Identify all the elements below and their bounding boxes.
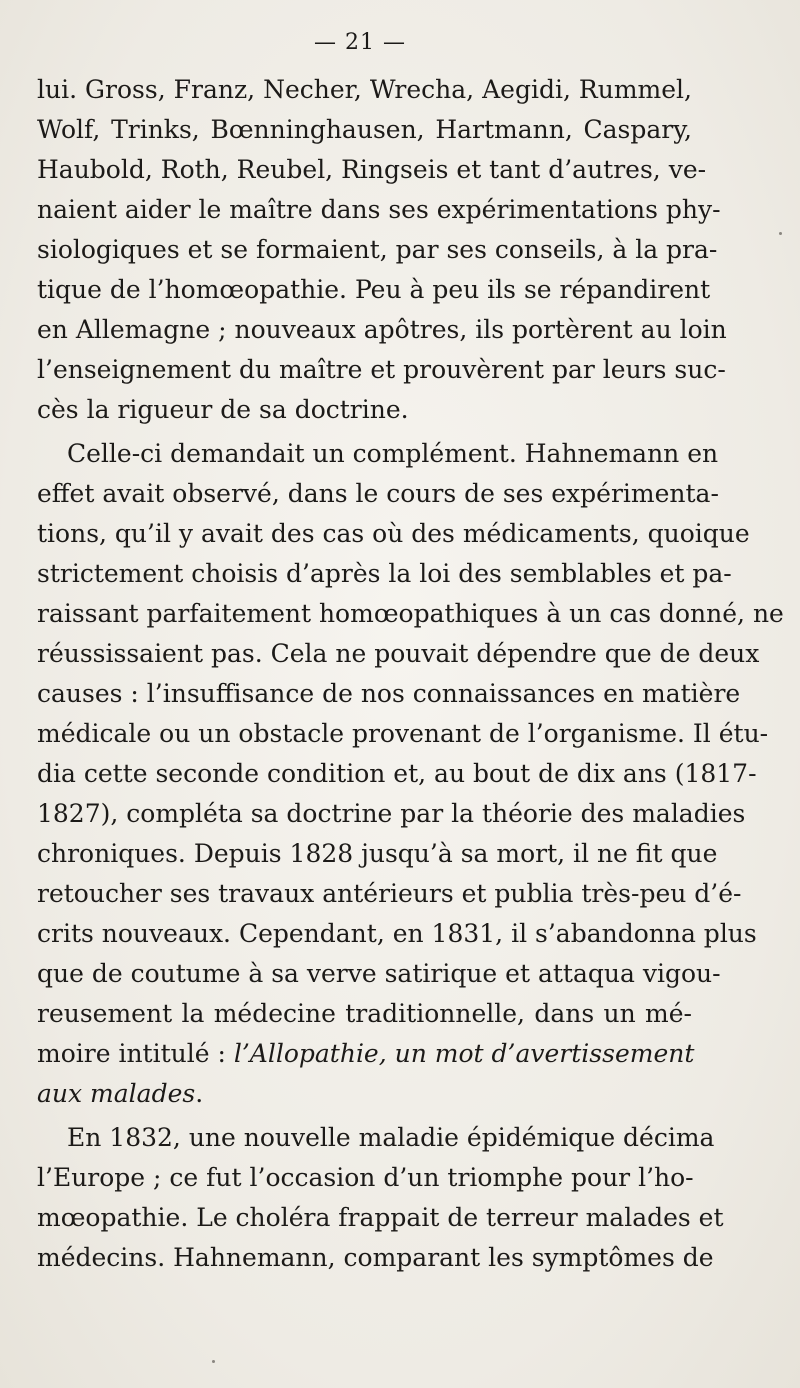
text-line: strictement choisis d’après la loi des semblables et pa-	[37, 559, 732, 588]
text-line: Haubold, Roth, Reubel, Ringseis et tant d’autres, ve-	[37, 155, 707, 184]
body-text	[37, 70, 784, 1278]
text-line: raissant parfaitement homœopathiques à un cas donné, ne	[37, 599, 784, 628]
text-line: médecins. Hahnemann, comparant les symptômes de	[37, 1243, 714, 1272]
text-line: 1827), compléta sa doctrine par la théorie des maladies	[37, 799, 746, 828]
text-line: reusement la médecine traditionnelle, dans un mé-	[37, 999, 692, 1028]
text-line: naient aider le maître dans ses expérimentations phy-	[37, 195, 721, 224]
paper-speck	[779, 232, 782, 235]
text-line: médicale ou un obstacle provenant de l’organisme. Il étu-	[37, 719, 769, 748]
text-line: chroniques. Depuis 1828 jusqu’à sa mort, il ne fit que	[37, 839, 718, 868]
text-line: effet avait observé, dans le cours de ses expérimenta-	[37, 479, 719, 508]
text-line: siologiques et se formaient, par ses conseils, à la pra-	[37, 235, 718, 264]
text-line: causes : l’insuffisance de nos connaissances en matière	[37, 679, 741, 708]
text-line: cès la rigueur de sa doctrine.	[37, 395, 409, 424]
text-line: réussissaient pas. Cela ne pouvait dépendre que de deux	[37, 639, 760, 668]
text-line	[37, 1034, 695, 1074]
text-line: mœopathie. Le choléra frappait de terreur malades et	[37, 1203, 724, 1232]
text-line: dia cette seconde condition et, au bout de dix ans (1817-	[37, 759, 757, 788]
text-line: que de coutume à sa verve satirique et attaqua vigou-	[37, 959, 721, 988]
text-line: lui. Gross, Franz, Necher, Wrecha, Aegidi, Rummel,	[37, 75, 692, 104]
text-line: l’enseignement du maître et prouvèrent par leurs suc-	[37, 355, 726, 384]
text-line: En 1832, une nouvelle maladie épidémique décima	[67, 1123, 715, 1152]
text-line: retoucher ses travaux antérieurs et publia très-peu d’é-	[37, 879, 742, 908]
italic-title: l’Allopathie, un mot d’avertissement	[233, 1039, 695, 1068]
paper-speck	[212, 1360, 215, 1363]
page-number: — 21 —	[314, 30, 406, 55]
text-line: l’Europe ; ce fut l’occasion d’un triomphe pour l’ho-	[37, 1163, 694, 1192]
text-line	[37, 1074, 692, 1114]
text-line: en Allemagne ; nouveaux apôtres, ils portèrent au loin	[37, 315, 727, 344]
line-text: .	[195, 1079, 204, 1108]
text-line: tions, qu’il y avait des cas où des médicaments, quoique	[37, 519, 750, 548]
line-text: moire intitulé :	[37, 1039, 234, 1068]
text-line: tique de l’homœopathie. Peu à peu ils se répandirent	[37, 275, 711, 304]
text-line: Celle-ci demandait un complément. Hahnemann en	[67, 439, 719, 468]
italic-title: aux malades	[37, 1079, 196, 1108]
text-line: Wolf, Trinks, Bœnninghausen, Hartmann, Caspary,	[37, 115, 692, 144]
text-line: crits nouveaux. Cependant, en 1831, il s’abandonna plus	[37, 919, 757, 948]
